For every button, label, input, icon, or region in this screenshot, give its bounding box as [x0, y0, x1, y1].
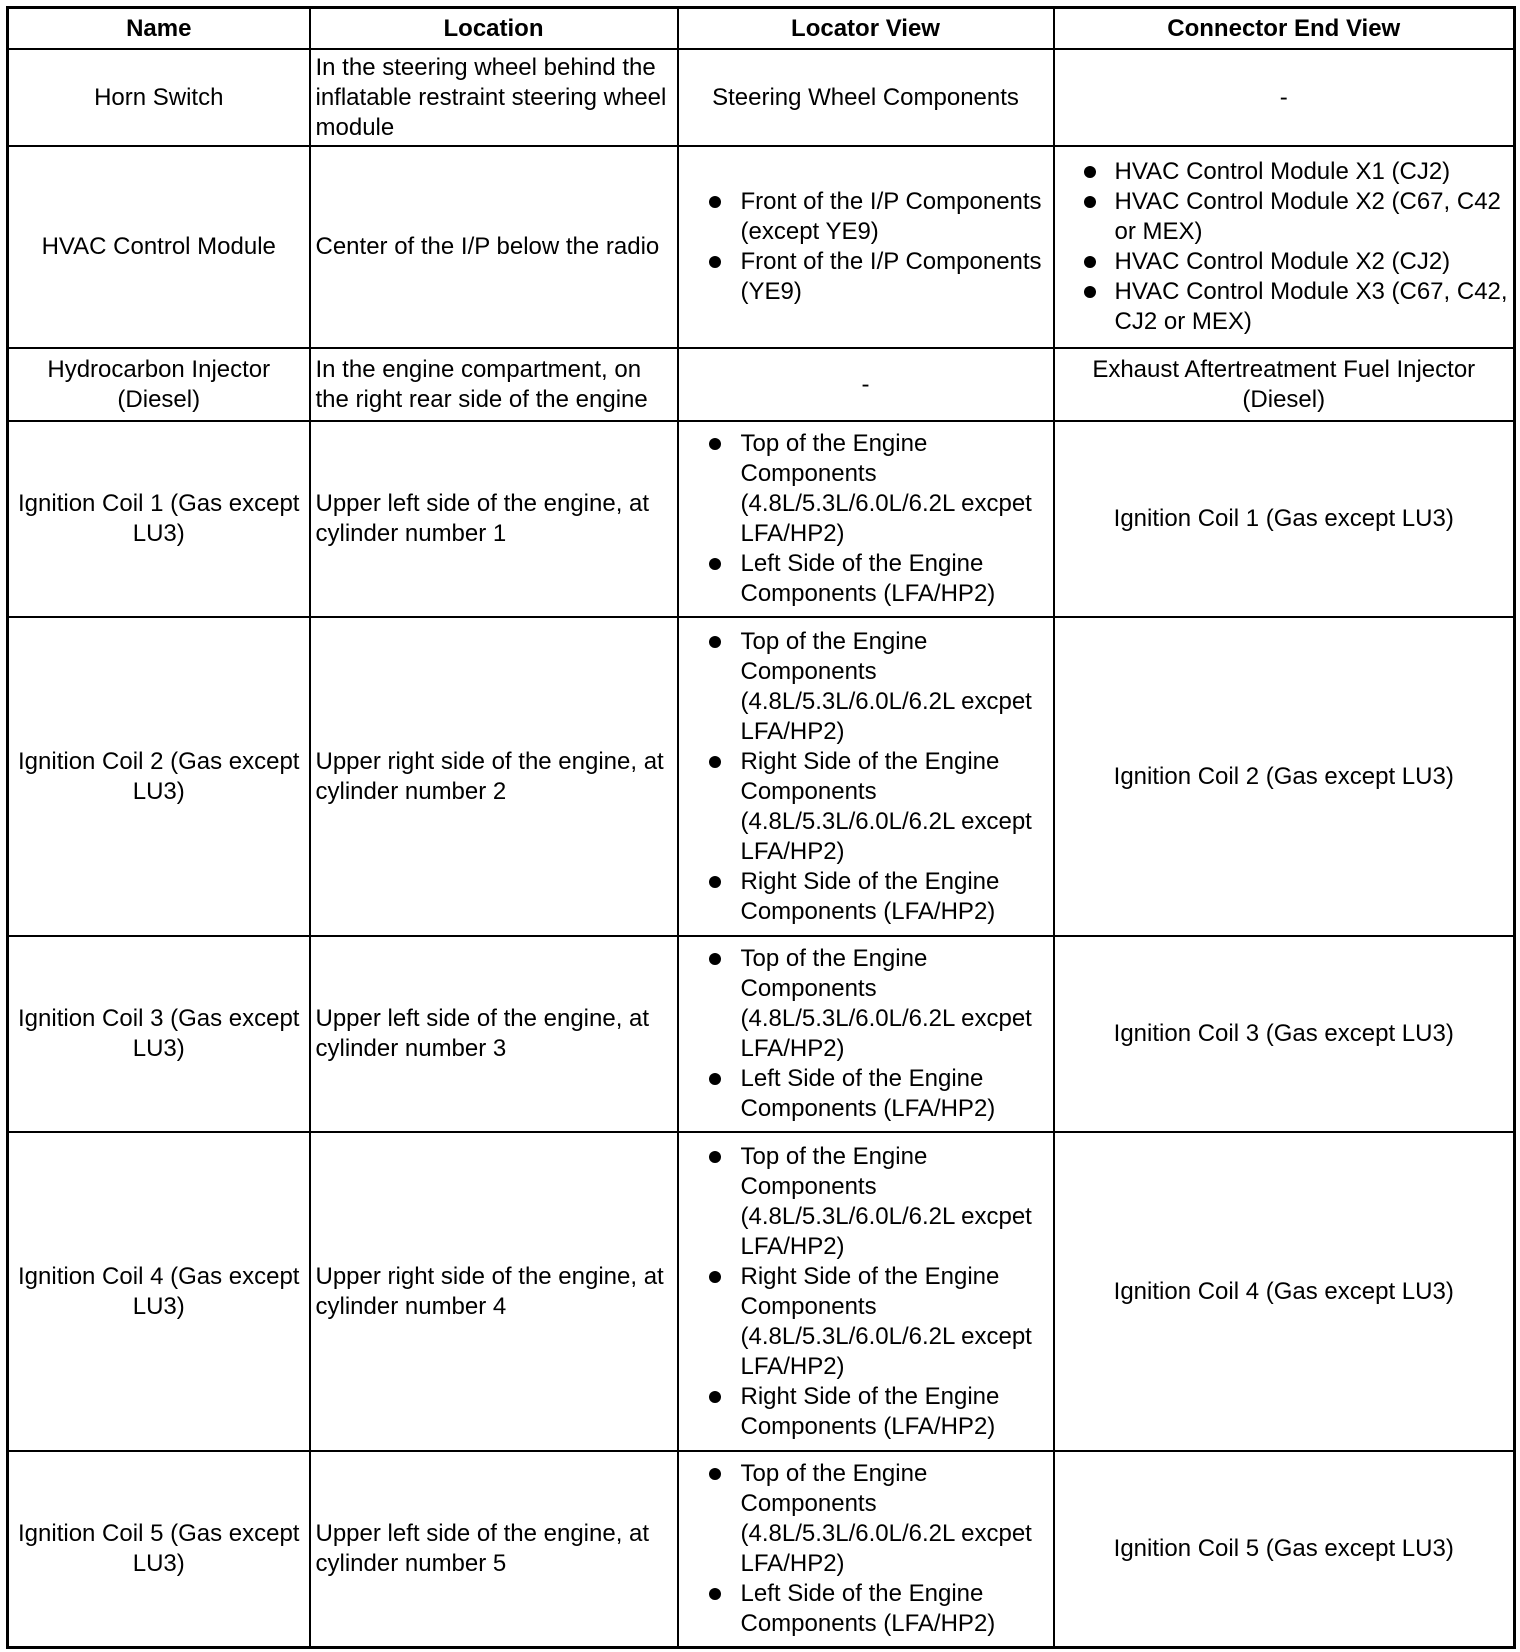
list-item: Top of the Engine Components (4.8L/5.3L/6.0L/6.2L excpet LFA/HP2) — [741, 627, 1048, 747]
table-body — [8, 49, 1515, 1647]
cell-connector-end-view: - — [1054, 49, 1515, 146]
list-item: Right Side of the Engine Components (4.8L/5.3L/6.0L/6.2L except LFA/HP2) — [741, 1262, 1048, 1382]
cell-locator-view — [678, 936, 1054, 1132]
table-row — [8, 49, 1515, 146]
cell-location: Upper left side of the engine, at cylinder number 1 — [310, 421, 678, 617]
header-connector-end-view: Connector End View — [1054, 8, 1515, 50]
list-item: Left Side of the Engine Components (LFA/HP2) — [741, 1579, 1048, 1639]
list-item: Top of the Engine Components (4.8L/5.3L/6.0L/6.2L excpet LFA/HP2) — [741, 944, 1048, 1064]
cell-locator-view — [678, 146, 1054, 348]
table-row — [8, 146, 1515, 348]
table-row — [8, 617, 1515, 936]
table-row — [8, 348, 1515, 421]
cell-locator-view — [678, 1451, 1054, 1647]
table-row — [8, 421, 1515, 617]
locator-view-list — [684, 1459, 1048, 1639]
cell-location: Upper right side of the engine, at cylinder number 2 — [310, 617, 678, 936]
list-item: Top of the Engine Components (4.8L/5.3L/6.0L/6.2L excpet LFA/HP2) — [741, 429, 1048, 549]
locator-view-list — [684, 187, 1048, 307]
cell-connector-end-view: Ignition Coil 1 (Gas except LU3) — [1054, 421, 1515, 617]
cell-name: Horn Switch — [8, 49, 310, 146]
list-item: Left Side of the Engine Components (LFA/HP2) — [741, 1064, 1048, 1124]
list-item: HVAC Control Module X2 (C67, C42 or MEX) — [1115, 187, 1509, 247]
locator-view-list — [684, 944, 1048, 1124]
list-item: HVAC Control Module X3 (C67, C42, CJ2 or MEX) — [1114, 278, 1508, 335]
list-item: Front of the I/P Components (YE9) — [741, 247, 1048, 307]
table-row — [8, 936, 1515, 1132]
cell-connector-end-view — [1054, 146, 1515, 348]
cell-location: Center of the I/P below the radio — [310, 146, 678, 348]
cell-location: In the steering wheel behind the inflatable restraint steering wheel module — [310, 49, 678, 146]
cell-connector-end-view: Ignition Coil 4 (Gas except LU3) — [1054, 1132, 1515, 1451]
cell-name: Ignition Coil 4 (Gas except LU3) — [8, 1132, 310, 1451]
cell-connector-end-view: Exhaust Aftertreatment Fuel Injector (Diesel) — [1054, 348, 1515, 421]
header-locator-view: Locator View — [678, 8, 1054, 50]
locator-view-list — [684, 429, 1048, 609]
cell-name: Ignition Coil 5 (Gas except LU3) — [8, 1451, 310, 1647]
cell-connector-end-view: Ignition Coil 2 (Gas except LU3) — [1054, 617, 1515, 936]
list-item: Right Side of the Engine Components (4.8L/5.3L/6.0L/6.2L except LFA/HP2) — [741, 747, 1048, 867]
cell-name: Ignition Coil 2 (Gas except LU3) — [8, 617, 310, 936]
header-location: Location — [310, 8, 678, 50]
list-item: Left Side of the Engine Components (LFA/HP2) — [741, 549, 1048, 609]
list-item: Top of the Engine Components (4.8L/5.3L/6.0L/6.2L excpet LFA/HP2) — [741, 1142, 1048, 1262]
connector-end-view-list — [1060, 157, 1509, 337]
cell-locator-view — [678, 1132, 1054, 1451]
locator-view-list — [684, 1142, 1048, 1442]
list-item: Front of the I/P Components (except YE9) — [741, 187, 1048, 247]
table-row — [8, 1132, 1515, 1451]
cell-name: Ignition Coil 3 (Gas except LU3) — [8, 936, 310, 1132]
cell-name: HVAC Control Module — [8, 146, 310, 348]
cell-connector-end-view: Ignition Coil 3 (Gas except LU3) — [1054, 936, 1515, 1132]
cell-name: Ignition Coil 1 (Gas except LU3) — [8, 421, 310, 617]
list-item: Top of the Engine Components (4.8L/5.3L/6.0L/6.2L excpet LFA/HP2) — [741, 1459, 1048, 1579]
list-item: HVAC Control Module X2 (CJ2) — [1115, 247, 1509, 277]
list-item: HVAC Control Module X1 (CJ2) — [1115, 157, 1509, 187]
cell-location: Upper left side of the engine, at cylinder number 3 — [310, 936, 678, 1132]
table-header-row — [8, 8, 1515, 50]
header-name: Name — [8, 8, 310, 50]
cell-location: In the engine compartment, on the right rear side of the engine — [310, 348, 678, 421]
table-row — [8, 1451, 1515, 1647]
cell-location: Upper right side of the engine, at cylinder number 4 — [310, 1132, 678, 1451]
list-item: Right Side of the Engine Components (LFA/HP2) — [741, 867, 1048, 927]
cell-locator-view — [678, 421, 1054, 617]
cell-locator-view — [678, 617, 1054, 936]
cell-connector-end-view: Ignition Coil 5 (Gas except LU3) — [1054, 1451, 1515, 1647]
cell-name: Hydrocarbon Injector (Diesel) — [8, 348, 310, 421]
cell-locator-view: - — [678, 348, 1054, 421]
component-locator-table — [6, 6, 1516, 1649]
locator-view-list — [684, 627, 1048, 927]
cell-locator-view: Steering Wheel Components — [678, 49, 1054, 146]
list-item: Right Side of the Engine Components (LFA/HP2) — [741, 1382, 1048, 1442]
cell-location: Upper left side of the engine, at cylinder number 5 — [310, 1451, 678, 1647]
